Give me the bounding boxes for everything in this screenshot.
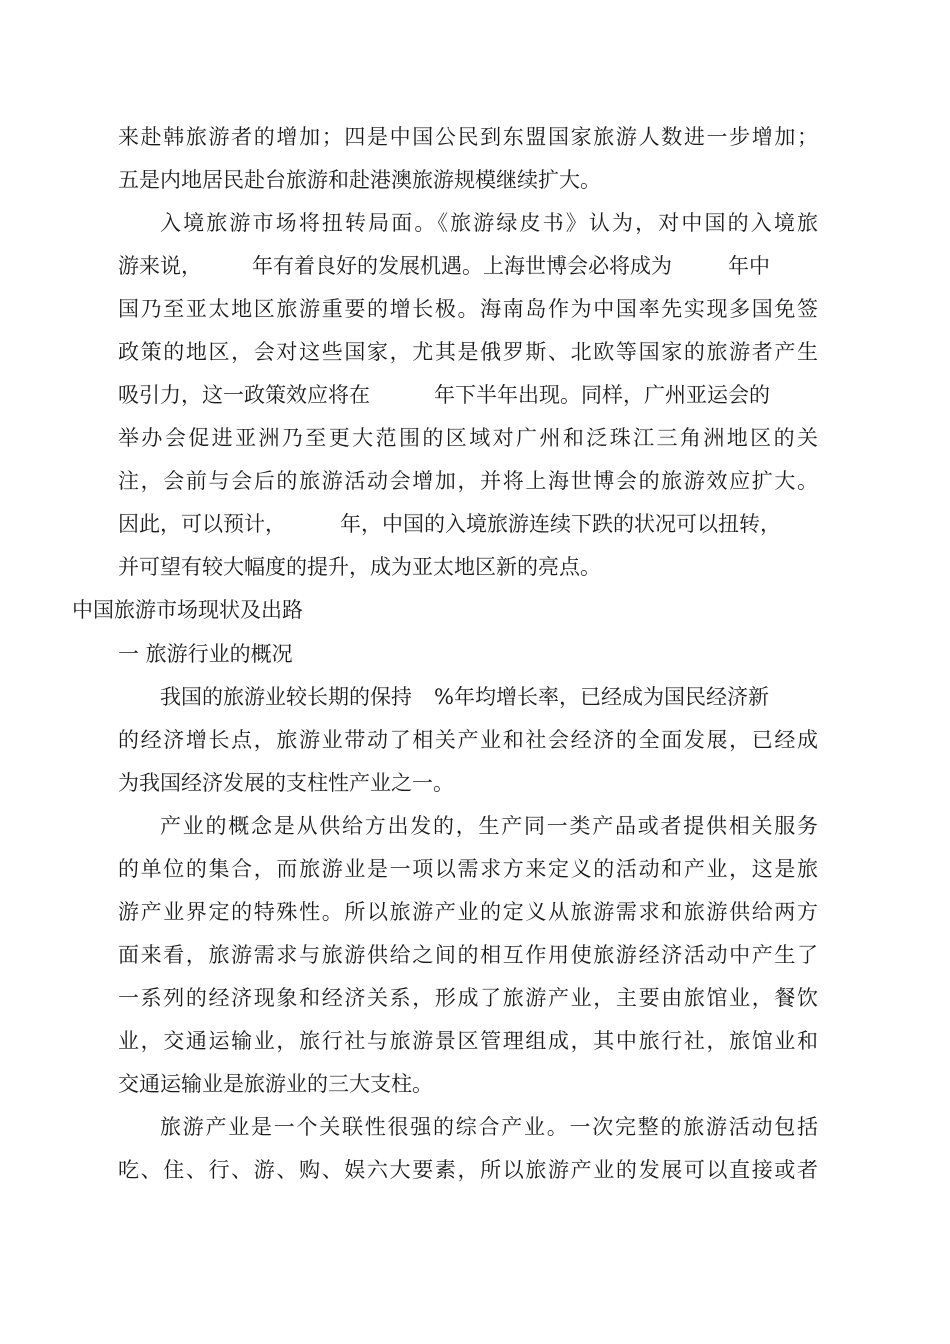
paragraph-2-line-5-b: 年下半年出现。同样，广州亚运会的	[434, 383, 770, 407]
paragraph-4-line-4: 面来看，旅游需求与旅游供给之间的相互作用使旅游经济活动中产生了	[118, 943, 818, 967]
paragraph-2-line-5-a: 吸引力，这一政策效应将在	[118, 383, 370, 407]
paragraph-2-line-2-c: 年中	[728, 254, 770, 278]
paragraph-2-line-2-a: 游来说，	[118, 254, 202, 278]
paragraph-4-line-5: 一系列的经济现象和经济关系，形成了旅游产业，主要由旅馆业，餐饮	[118, 986, 818, 1010]
paragraph-3-line-3: 为我国经济发展的支柱性产业之一。	[118, 771, 454, 795]
paragraph-2-line-3: 国乃至亚太地区旅游重要的增长极。海南岛作为中国率先实现多国免签	[118, 297, 818, 321]
subsection-heading: 一 旅游行业的概况	[118, 642, 293, 666]
paragraph-5-line-1: 旅游产业是一个关联性很强的综合产业。一次完整的旅游活动包括	[160, 1115, 818, 1139]
paragraph-2-line-1: 入境旅游市场将扭转局面。《旅游绿皮书》认为，对中国的入境旅	[160, 211, 818, 235]
paragraph-3-line-2: 的经济增长点，旅游业带动了相关产业和社会经济的全面发展，已经成	[118, 728, 818, 752]
paragraph-4-line-2: 的单位的集合，而旅游业是一项以需求方来定义的活动和产业，这是旅	[118, 857, 818, 881]
paragraph-2-line-8-b: 年，中国的入境旅游连续下跌的状况可以扭转，	[340, 512, 781, 536]
paragraph-2-line-2-b: 年有着良好的发展机遇。上海世博会必将成为	[252, 254, 672, 278]
paragraph-2-line-8-a: 因此，可以预计，	[118, 512, 286, 536]
paragraph-5-line-2: 吃、住、行、游、购、娱六大要素，所以旅游产业的发展可以直接或者	[118, 1158, 818, 1182]
paragraph-2-line-2	[118, 251, 818, 281]
paragraph-4-line-1: 产业的概念是从供给方出发的，生产同一类产品或者提供相关服务	[160, 814, 818, 838]
paragraph-4-line-7: 交通运输业是旅游业的三大支柱。	[118, 1072, 433, 1096]
paragraph-3-line-1	[118, 682, 818, 712]
paragraph-3-line-1-b: %年均增长率，已经成为国民经济新	[434, 685, 769, 709]
paragraph-2-line-6: 举办会促进亚洲乃至更大范围的区域对广州和泛珠江三角洲地区的关	[118, 426, 818, 450]
paragraph-2-line-7: 注，会前与会后的旅游活动会增加，并将上海世博会的旅游效应扩大。	[118, 469, 818, 493]
paragraph-1-line-2: 五是内地居民赴台旅游和赴港澳旅游规模继续扩大。	[118, 168, 601, 192]
paragraph-2-line-8	[118, 509, 818, 539]
paragraph-4-line-6: 业，交通运输业，旅行社与旅游景区管理组成，其中旅行社，旅馆业和	[118, 1029, 818, 1053]
paragraph-4-line-3: 游产业界定的特殊性。所以旅游产业的定义从旅游需求和旅游供给两方	[118, 900, 818, 924]
paragraph-2-line-4: 政策的地区，会对这些国家，尤其是俄罗斯、北欧等国家的旅游者产生	[118, 340, 818, 364]
paragraph-2-line-5	[118, 380, 818, 410]
paragraph-2-line-9: 并可望有较大幅度的提升，成为亚太地区新的亮点。	[118, 555, 601, 579]
paragraph-1-line-1: 来赴韩旅游者的增加；四是中国公民到东盟国家旅游人数进一步增加；	[118, 125, 818, 149]
paragraph-3-line-1-a: 我国的旅游业较长期的保持	[160, 685, 412, 709]
section-heading: 中国旅游市场现状及出路	[72, 598, 303, 622]
